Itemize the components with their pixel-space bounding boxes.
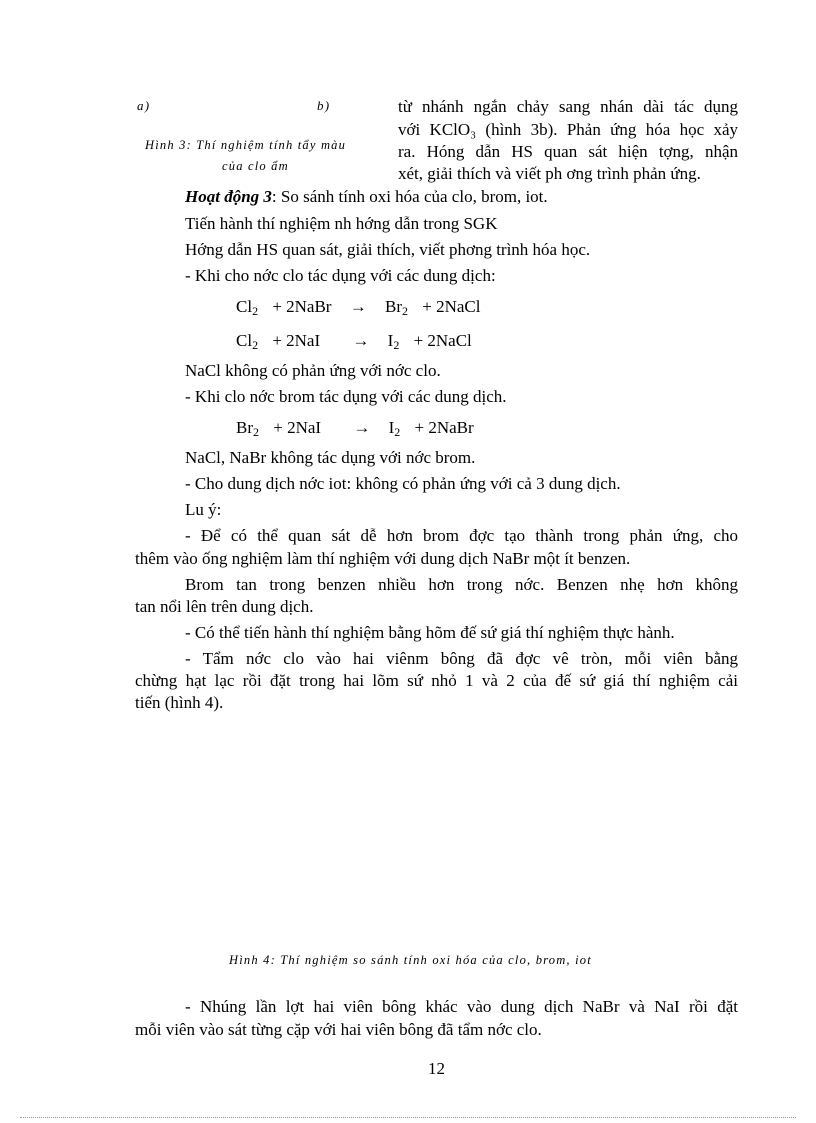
para4-line1: - Tẩm nớc clo vào hai viênm bông đã đợc vê tròn, mỗi viên bằng	[185, 649, 738, 668]
figure3-label-a: a)	[137, 98, 151, 113]
eq2-reactant2: + 2NaI	[272, 331, 321, 350]
page-number: 12	[428, 1059, 445, 1078]
eq3-product1: I	[388, 418, 395, 437]
figure4-caption: Hình 4: Thí nghiệm so sánh tính oxi hóa của clo, brom, iot	[229, 953, 592, 967]
eq3-product1-sub: 2	[394, 425, 401, 439]
eq1-reactant1-sub: 2	[252, 304, 259, 318]
text-line: NaCl không có phản ứng với nớc clo.	[185, 361, 441, 380]
activity3-rest: : So sánh tính oxi hóa của clo, brom, iot.	[271, 187, 548, 206]
eq2-product2: + 2NaCl	[413, 331, 472, 350]
eq1-product2: + 2NaCl	[422, 297, 481, 316]
activity3-heading	[185, 186, 548, 208]
para4-line2: chừng hạt lạc rồi đặt trong hai lõm sứ nhỏ 1 và 2 của đế sứ giá thí nghiệm cải	[135, 671, 738, 690]
eq2-reactant1-sub: 2	[252, 338, 259, 352]
para3: - Có thể tiến hành thí nghiệm bằng hõm đế sứ giá thí nghiệm thực hành.	[185, 623, 675, 642]
eq3-reactant2: + 2NaI	[273, 418, 322, 437]
eq2-arrow: →	[352, 331, 370, 350]
eq3-reactant1: Br	[236, 418, 253, 437]
text-line: Lu ý:	[185, 500, 222, 519]
para2-line1: Brom tan trong benzen nhiều hơn trong nớc. Benzen nhẹ hơn không	[185, 575, 738, 594]
equation-1	[236, 297, 480, 319]
eq3-reactant1-sub: 2	[253, 425, 259, 439]
text-line: Tiến hành thí nghiệm nh hớng dẫn trong SGK	[185, 214, 498, 233]
eq1-reactant2: + 2NaBr	[272, 297, 332, 316]
right-col-line-3: ra. Hóng dẫn HS quan sát hiện tợng, nhận	[398, 142, 738, 161]
eq1-arrow: →	[349, 297, 367, 316]
equation-2	[236, 331, 472, 353]
text-line: NaCl, NaBr không tác dụng với nớc brom.	[185, 448, 476, 467]
eq2-product1-sub: 2	[393, 338, 400, 352]
final-line1: - Nhúng lần lợt hai viên bông khác vào dung dịch NaBr và NaI rồi đặt	[185, 997, 738, 1016]
right-col-line-1: từ nhánh ngắn chảy sang nhán dài tác dụng	[398, 97, 738, 116]
eq3-product2: + 2NaBr	[414, 418, 474, 437]
eq1-product1: Br	[384, 297, 402, 316]
eq1-product1-sub: 2	[401, 304, 408, 318]
eq3-arrow: →	[353, 418, 371, 437]
figure3-label-b: b)	[317, 98, 331, 113]
right-col-line-4: xét, giải thích và viết ph ơng trình phản ứng.	[398, 164, 701, 183]
para2-line2: tan nổi lên trên dung dịch.	[135, 597, 314, 616]
activity3-title: Hoạt động 3	[185, 187, 272, 206]
text-line: Hớng dẫn HS quan sát, giải thích, viết phơng trình hóa học.	[185, 240, 591, 259]
eq2-reactant1: Cl	[236, 331, 253, 350]
eq1-reactant1: Cl	[236, 297, 253, 316]
figure3-caption-line2: của clo ẩm	[222, 159, 289, 173]
para1-line2: thêm vào ống nghiệm làm thí nghiệm với dung dịch NaBr một ít benzen.	[135, 549, 631, 568]
text-line: - Khi clo nớc brom tác dụng với các dung dịch.	[185, 387, 507, 406]
para4-line3: tiến (hình 4).	[135, 693, 224, 712]
figure3-caption-line1: Hình 3: Thí nghiệm tính tẩy màu	[145, 138, 347, 152]
text-line: - Cho dung dịch nớc iot: không có phản ứng với cả 3 dung dịch.	[185, 474, 621, 493]
eq2-product1: I	[387, 331, 394, 350]
right-col-line-2: với KClO₃ (hình 3b). Phản ứng hóa học xảy	[398, 120, 738, 139]
final-line2: mỗi viên vào sát từng cặp với hai viên bông đã tẩm nớc clo.	[135, 1020, 542, 1039]
equation-3	[236, 418, 474, 440]
bottom-dotted-rule	[20, 1117, 796, 1118]
text-line: - Khi cho nớc clo tác dụng với các dung dịch:	[185, 266, 496, 285]
para1-line1: - Để có thể quan sát dễ hơn brom đợc tạo thành trong phản ứng, cho	[185, 526, 738, 545]
